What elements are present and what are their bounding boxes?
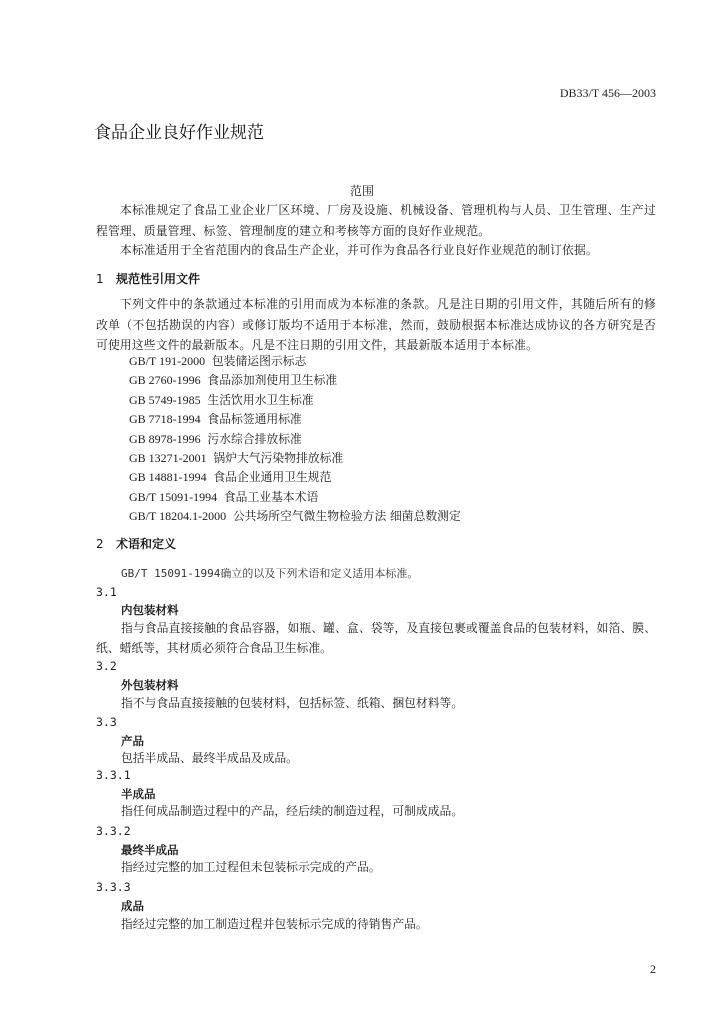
term-definition: 指经过完整的加工制造过程并包装标示完成的待销售产品。 [121,917,428,931]
reference-name: 食品添加剂使用卫生标准 [207,373,338,388]
term-number: 3.2 [96,659,117,673]
reference-name: 食品标签通用标准 [207,412,302,427]
scope-title: 范围 [349,184,374,198]
term-number: 3.3 [96,715,117,729]
reference-item [129,488,461,507]
section-number: 1 [96,272,104,286]
term-name: 产品 [121,734,144,748]
term-definition: 指不与食品直接接触的包装材料，包括标签、纸箱、捆包材料等。 [121,696,464,710]
reference-name: 污水综合排放标准 [207,431,302,446]
term-definition: 指经过完整的加工过程但未包装标示完成的产品。 [121,860,381,874]
term-definition: 包括半成品、最终半成品及成品。 [121,751,298,765]
term-number: 3.1 [96,585,117,599]
term-name: 最终半成品 [121,843,179,857]
reference-code: GB/T 15091-1994 [129,489,218,504]
reference-name: 食品企业通用卫生规范 [213,470,332,485]
scope-paragraph-2: 本标准适用于全省范围内的食品生产企业，并可作为食品各行业良好作业规范的制订依据。 [120,243,598,257]
reference-item [129,371,461,390]
term-definition: 指与食品直接接触的食品容器，如瓶、罐、盒、袋等，及直接包裹或覆盖食品的包装材料，如箔、膜、纸、蜡纸等，其材质必须符合食品卫生标准。 [96,621,656,655]
reference-item [129,430,461,449]
term-definition: 指任何成品制造过程中的产品，经后续的制造过程，可制成成品。 [121,804,464,818]
term-name: 外包装材料 [121,678,179,692]
section-2-heading [96,535,176,552]
standard-code: DB33/T 456—2003 [559,86,656,100]
reference-code: GB 5749-1985 [129,392,201,407]
term-number: 3.3.1 [96,768,131,782]
term-name: 半成品 [121,787,156,801]
term-number: 3.3.3 [96,880,131,894]
reference-name: 包装储运图示标志 [211,354,307,368]
section-1-intro: 下列文件中的条款通过本标准的引用而成为本标准的条款。凡是注日期的引用文件，其随后所有的修改单（不包括勘误的内容）或修订版均不适用于本标准，然而，鼓励根据本标准达成协议的各方研究是否可使用这些文件的最新版本。凡是不注日期的引用文件，其最新版本适用于本标准。 [96,297,656,352]
section-title: 术语和定义 [116,537,177,551]
scope-paragraph-1: 本标准规定了食品工业企业厂区环境、厂房及设施、机械设备、管理机构与人员、卫生管理、生产过程管理、质量管理、标签、管理制度的建立和考核等方面的良好作业规范。 [96,203,656,238]
reference-code: GB 8978-1996 [129,431,201,446]
reference-item [129,449,461,468]
reference-item [129,468,461,487]
reference-code: GB 13271-2001 [129,450,207,465]
reference-name: 公共场所空气微生物检验方法 细菌总数测定 [232,509,461,524]
reference-code: GB 14881-1994 [129,470,207,485]
reference-name: 锅炉大气污染物排放标准 [213,450,344,465]
term-number: 3.3.2 [96,824,131,838]
section-1-heading [96,270,200,287]
term-name: 内包装材料 [121,603,179,617]
section-2-intro: GB/T 15091-1994确立的以及下列术语和定义适用本标准。 [121,567,419,580]
section-title: 规范性引用文件 [116,272,201,286]
page-number: 2 [650,962,656,976]
reference-code: GB/T 18204.1-2000 [129,509,227,524]
reference-item [129,410,461,429]
document-title: 食品企业良好作业规范 [94,123,264,143]
section-number: 2 [96,537,104,551]
reference-code: GB 2760-1996 [129,373,201,388]
reference-item [129,352,461,371]
reference-code: GB 7718-1994 [129,412,201,427]
reference-item [129,391,461,410]
reference-list [129,352,461,527]
reference-item [129,507,461,526]
reference-code: GB/T 191-2000 [129,354,206,368]
term-name: 成品 [121,899,144,913]
reference-name: 生活饮用水卫生标准 [207,392,314,407]
reference-name: 食品工业基本术语 [223,489,319,504]
